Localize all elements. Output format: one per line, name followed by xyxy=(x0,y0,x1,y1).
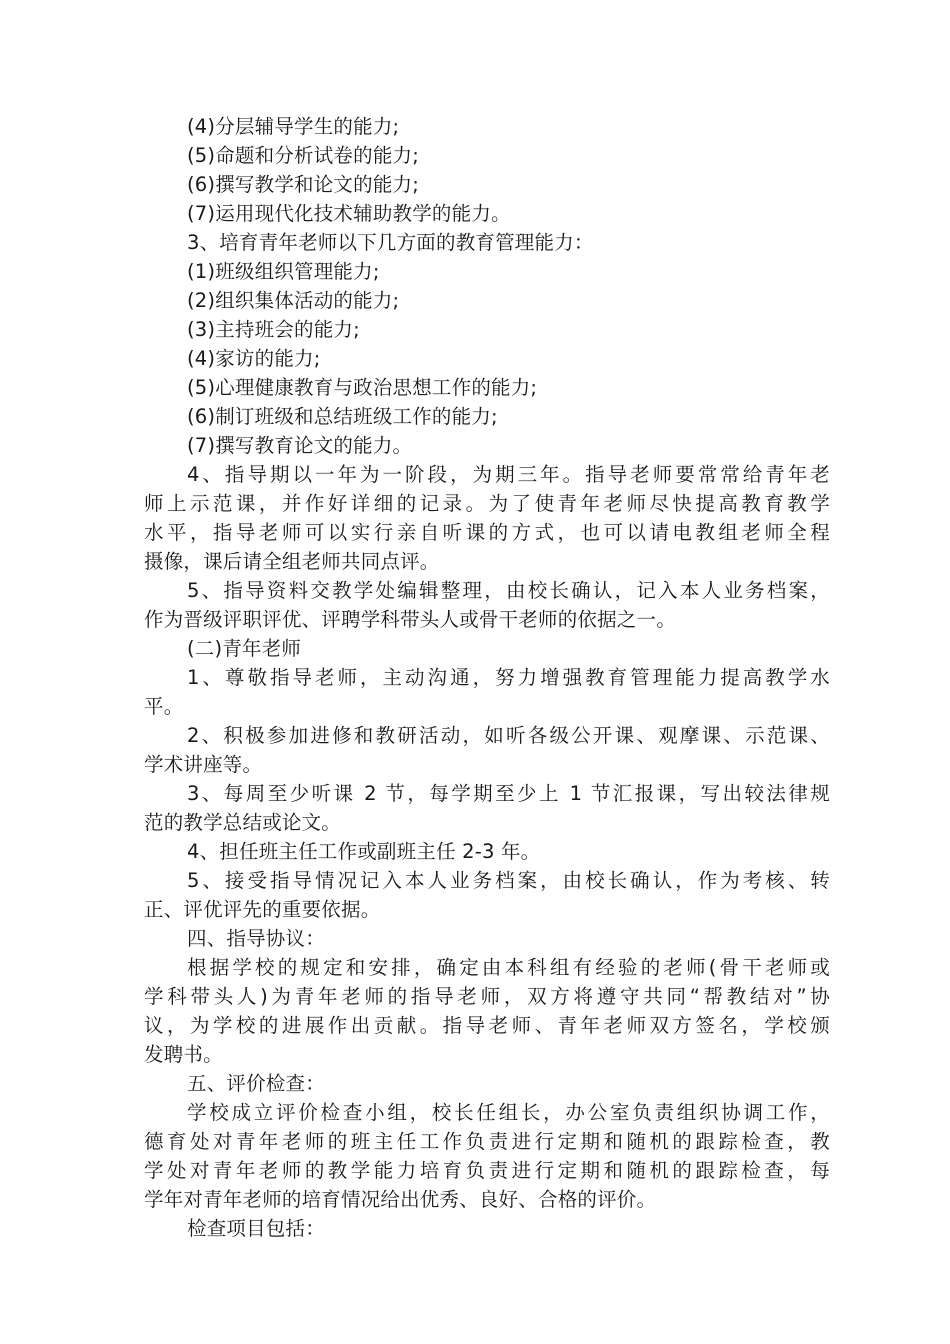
paragraph-line: 平。 xyxy=(144,695,184,718)
paragraph-line: 正、评优评先的重要依据。 xyxy=(144,898,381,921)
list-item: (2)组织集体活动的能力; xyxy=(187,289,400,312)
paragraph-line: 学处对青年老师的教学能力培育负责进行定期和随机的跟踪检查，每 xyxy=(144,1159,830,1182)
list-item: (4)分层辅导学生的能力; xyxy=(187,115,400,138)
paragraph-line: 4、指导期以一年为一阶段，为期三年。指导老师要常常给青年老 xyxy=(187,463,830,486)
paragraph-line: 4、担任班主任工作或副班主任 2-3 年。 xyxy=(187,840,541,863)
paragraph-line: 发聘书。 xyxy=(144,1043,223,1066)
list-item: (6)制订班级和总结班级工作的能力; xyxy=(187,405,498,428)
paragraph-line: 议，为学校的进展作出贡献。指导老师、青年老师双方签名，学校颁 xyxy=(144,1014,830,1037)
list-item: (4)家访的能力; xyxy=(187,347,321,370)
paragraph-line: 师上示范课，并作好详细的记录。为了使青年老师尽快提高教育教学 xyxy=(144,492,830,515)
paragraph-line: 范的教学总结或论文。 xyxy=(144,811,342,834)
section-heading: (二)青年老师 xyxy=(187,637,302,660)
section-heading: 3、培育青年老师以下几方面的教育管理能力： xyxy=(187,231,594,254)
paragraph-line: 3、每周至少听课 2 节，每学期至少上 1 节汇报课，写出较法律规 xyxy=(187,782,830,805)
paragraph-line: 学校成立评价检查小组，校长任组长，办公室负责组织协调工作， xyxy=(187,1101,830,1124)
paragraph-line: 作为晋级评职评优、评聘学科带头人或骨干老师的依据之一。 xyxy=(144,608,676,631)
list-item: (7)撰写教育论文的能力。 xyxy=(187,434,413,457)
paragraph-line: 5、指导资料交教学处编辑整理，由校长确认，记入本人业务档案， xyxy=(187,579,830,602)
list-item: (1)班级组织管理能力; xyxy=(187,260,380,283)
paragraph-line: 德育处对青年老师的班主任工作负责进行定期和随机的跟踪检查，教 xyxy=(144,1130,830,1153)
paragraph-line: 5、接受指导情况记入本人业务档案，由校长确认，作为考核、转 xyxy=(187,869,830,892)
paragraph-line: 检查项目包括： xyxy=(187,1217,325,1240)
list-item: (5)心理健康教育与政治思想工作的能力; xyxy=(187,376,538,399)
section-heading: 五、评价检查： xyxy=(187,1072,325,1095)
paragraph-line: 2、积极参加进修和教研活动，如听各级公开课、观摩课、示范课、 xyxy=(187,724,830,747)
paragraph-line: 水平，指导老师可以实行亲自听课的方式，也可以请电教组老师全程 xyxy=(144,521,830,544)
list-item: (5)命题和分析试卷的能力; xyxy=(187,144,419,167)
section-heading: 四、指导协议： xyxy=(187,927,325,950)
list-item: (3)主持班会的能力; xyxy=(187,318,360,341)
paragraph-line: 学科带头人)为青年老师的指导老师，双方将遵守共同“帮教结对”协 xyxy=(144,985,830,1008)
document-body xyxy=(144,112,830,1243)
list-item: (6)撰写教学和论文的能力; xyxy=(187,173,419,196)
paragraph-line: 根据学校的规定和安排，确定由本科组有经验的老师(骨干老师或 xyxy=(187,956,830,979)
paragraph-line: 学术讲座等。 xyxy=(144,753,263,776)
list-item: (7)运用现代化技术辅助教学的能力。 xyxy=(187,202,511,225)
paragraph-line: 1、尊敬指导老师，主动沟通，努力增强教育管理能力提高教学水 xyxy=(187,666,830,689)
paragraph-line: 学年对青年老师的培育情况给出优秀、良好、合格的评价。 xyxy=(144,1188,657,1211)
paragraph-line: 摄像，课后请全组老师共同点评。 xyxy=(144,550,440,573)
